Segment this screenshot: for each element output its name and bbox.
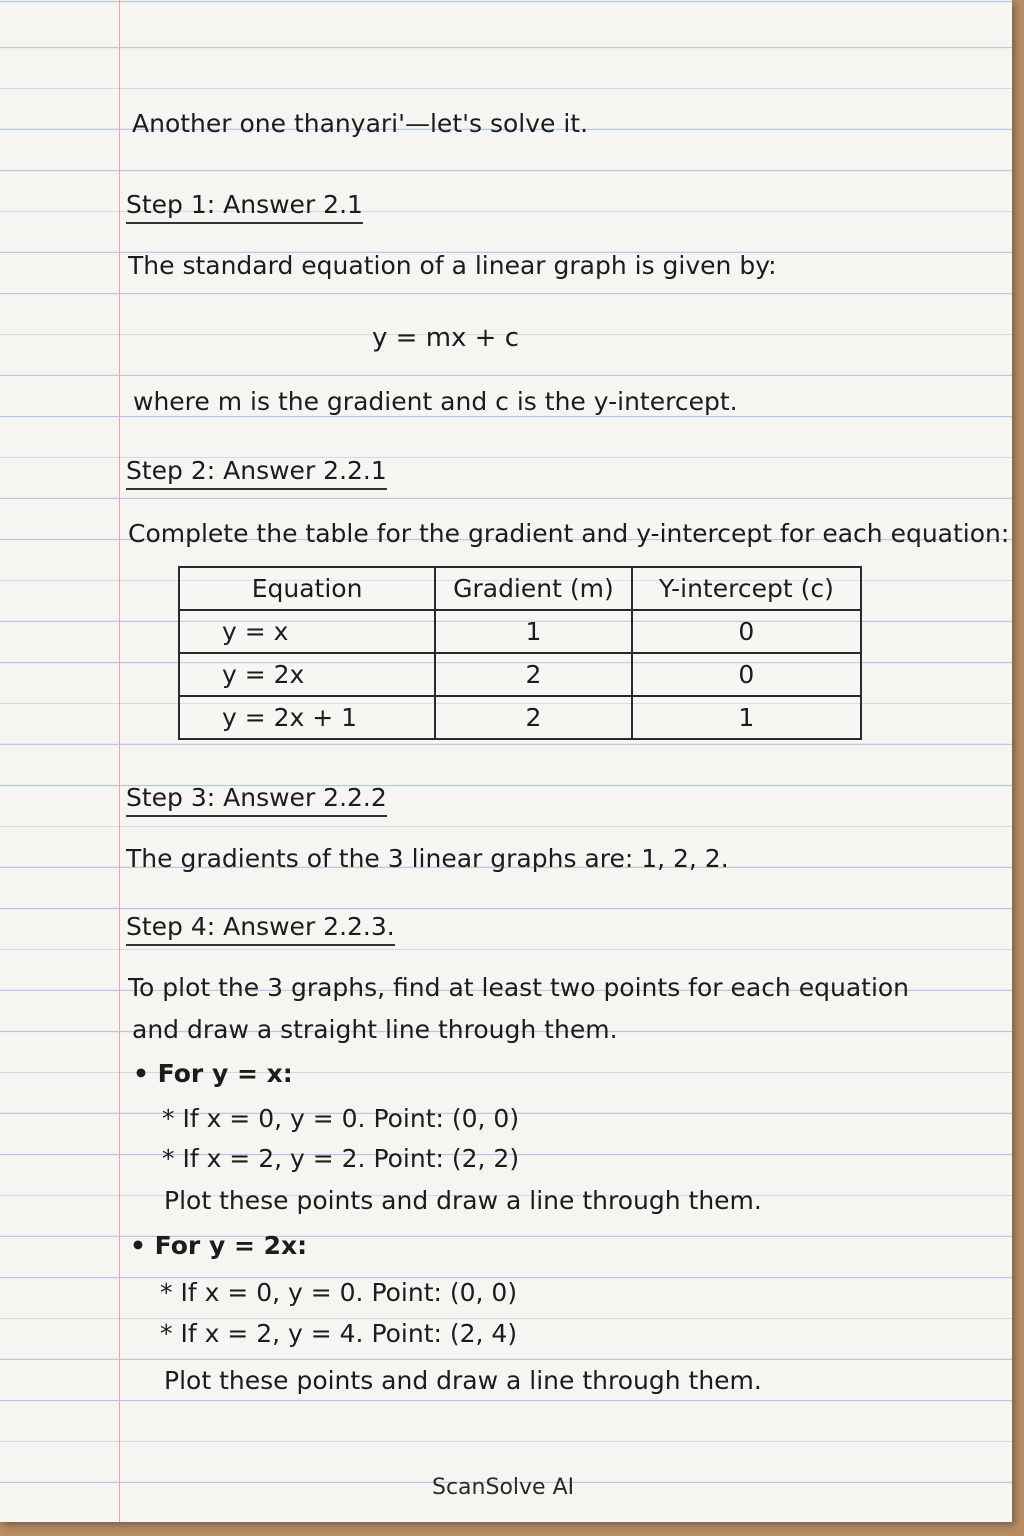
step4-line2: and draw a straight line through them. bbox=[132, 1015, 618, 1044]
step4-line1: To plot the 3 graphs, find at least two points for each equation bbox=[128, 973, 910, 1002]
table-cell: 0 bbox=[632, 653, 861, 696]
table-cell: y = 2x + 1 bbox=[179, 696, 435, 739]
table-cell: 2 bbox=[435, 653, 632, 696]
table-cell: 1 bbox=[632, 696, 861, 739]
table-row bbox=[179, 610, 861, 653]
table-header: Y-intercept (c) bbox=[632, 567, 861, 610]
step2-line1: Complete the table for the gradient and y-intercept for each equation: bbox=[128, 519, 1010, 548]
gradient-table bbox=[178, 566, 862, 740]
table-cell: 1 bbox=[435, 610, 632, 653]
group-label: • For y = x: bbox=[133, 1059, 293, 1088]
point-line: * If x = 2, y = 4. Point: (2, 4) bbox=[160, 1319, 518, 1348]
step3-heading: Step 3: Answer 2.2.2 bbox=[126, 782, 387, 817]
table-header: Gradient (m) bbox=[435, 567, 632, 610]
step1-line2: where m is the gradient and c is the y-intercept. bbox=[133, 387, 738, 416]
table-header: Equation bbox=[179, 567, 435, 610]
table-cell: y = x bbox=[179, 610, 435, 653]
point-line: * If x = 0, y = 0. Point: (0, 0) bbox=[160, 1278, 518, 1307]
table-row bbox=[179, 653, 861, 696]
step3-line1: The gradients of the 3 linear graphs are: 1, 2, 2. bbox=[126, 844, 729, 873]
table-cell: 2 bbox=[435, 696, 632, 739]
intro-text: Another one thanyari'—let's solve it. bbox=[132, 109, 589, 138]
step1-line1: The standard equation of a linear graph is given by: bbox=[128, 251, 777, 280]
point-line: * If x = 2, y = 2. Point: (2, 2) bbox=[162, 1144, 520, 1173]
table-cell: y = 2x bbox=[179, 653, 435, 696]
footer-brand: ScanSolve AI bbox=[432, 1475, 575, 1500]
step1-equation: y = mx + c bbox=[372, 323, 520, 353]
group-label: • For y = 2x: bbox=[130, 1231, 308, 1260]
table-row bbox=[179, 696, 861, 739]
step1-heading: Step 1: Answer 2.1 bbox=[126, 189, 363, 224]
plot-note: Plot these points and draw a line through them. bbox=[164, 1186, 762, 1215]
step2-heading: Step 2: Answer 2.2.1 bbox=[126, 455, 387, 490]
point-line: * If x = 0, y = 0. Point: (0, 0) bbox=[162, 1104, 520, 1133]
step4-heading: Step 4: Answer 2.2.3. bbox=[126, 911, 395, 946]
table-cell: 0 bbox=[632, 610, 861, 653]
margin-line bbox=[119, 0, 120, 1522]
table-header-row bbox=[179, 567, 861, 610]
plot-note: Plot these points and draw a line through them. bbox=[164, 1366, 762, 1395]
